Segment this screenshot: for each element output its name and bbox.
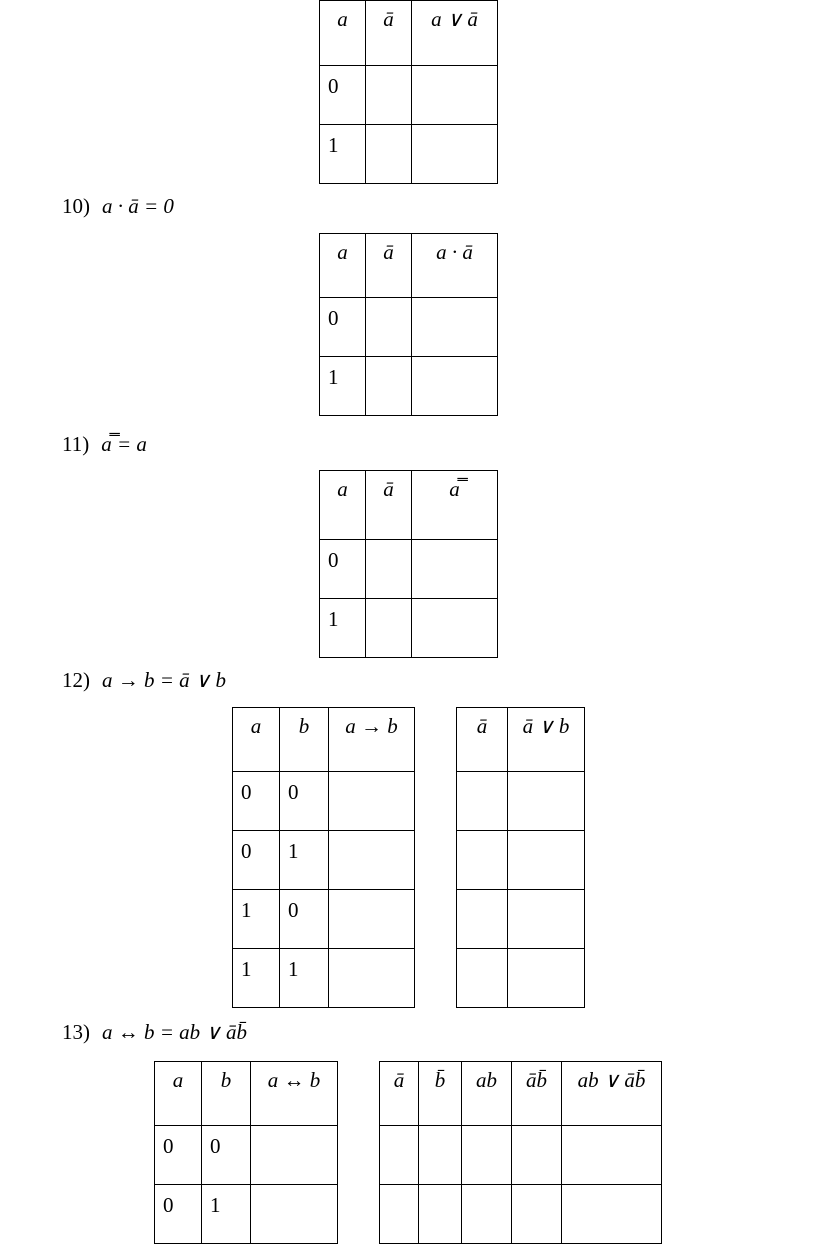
header-cell: a <box>233 708 280 772</box>
header-cell: b <box>202 1062 251 1126</box>
item-number: 10) <box>62 194 90 218</box>
header-cell: ā <box>366 234 412 298</box>
table-cell <box>380 1185 419 1244</box>
header-cell: ā <box>366 1 412 66</box>
table-cell: 1 <box>320 357 366 416</box>
truth-table-11 <box>319 470 498 658</box>
table-row <box>320 599 498 658</box>
table-cell <box>412 298 498 357</box>
table-cell <box>419 1185 462 1244</box>
table-row <box>233 772 415 831</box>
truth-table-9 <box>319 0 498 184</box>
truth-table-12-right <box>456 707 585 1008</box>
table-cell <box>457 772 508 831</box>
table-row <box>457 772 585 831</box>
table-cell <box>508 890 585 949</box>
item-number: 12) <box>62 668 90 692</box>
table-row <box>233 890 415 949</box>
identity-expression: a · ā = 0 <box>102 194 174 218</box>
table-cell: 1 <box>320 599 366 658</box>
table-cell <box>412 357 498 416</box>
table-row <box>380 1126 662 1185</box>
header-cell: ab ∨ āb̄ <box>562 1062 662 1126</box>
table-row <box>233 949 415 1008</box>
table-cell <box>329 890 415 949</box>
table-cell <box>512 1185 562 1244</box>
table-cell: 1 <box>233 890 280 949</box>
identity-expression: a̿ = a <box>101 432 147 456</box>
table-cell <box>251 1185 338 1244</box>
table-cell: 0 <box>233 831 280 890</box>
identity-label-10 <box>62 194 174 219</box>
header-cell: ā ∨ b <box>508 708 585 772</box>
header-cell: a · ā <box>412 234 498 298</box>
table-cell <box>366 357 412 416</box>
table-cell <box>562 1185 662 1244</box>
identity-label-13 <box>62 1020 247 1045</box>
table-cell: 0 <box>280 772 329 831</box>
table-cell <box>412 540 498 599</box>
table-cell: 0 <box>320 298 366 357</box>
header-cell: a <box>320 234 366 298</box>
table-cell <box>329 831 415 890</box>
header-cell: a <box>320 471 366 540</box>
table-cell <box>412 599 498 658</box>
header-cell: b <box>280 708 329 772</box>
table-row <box>155 1185 338 1244</box>
table-cell <box>329 949 415 1008</box>
table-cell <box>462 1185 512 1244</box>
table-cell <box>508 772 585 831</box>
table-header-row <box>320 234 498 298</box>
identity-label-12 <box>62 668 226 693</box>
truth-table-13-left <box>154 1061 338 1244</box>
truth-table-13-right <box>379 1061 662 1244</box>
header-cell: a → b <box>329 708 415 772</box>
table-cell <box>508 831 585 890</box>
table-cell <box>366 540 412 599</box>
table-cell: 0 <box>233 772 280 831</box>
table-cell <box>366 298 412 357</box>
item-number: 13) <box>62 1020 90 1044</box>
table-header-row <box>320 1 498 66</box>
header-cell: a <box>320 1 366 66</box>
table-cell <box>329 772 415 831</box>
table-cell: 1 <box>320 125 366 184</box>
table-cell <box>457 831 508 890</box>
header-cell: a̿ <box>412 471 498 540</box>
table-cell <box>457 949 508 1008</box>
table-cell <box>412 125 498 184</box>
table-cell: 0 <box>320 66 366 125</box>
header-cell: a <box>155 1062 202 1126</box>
header-cell: āb̄ <box>512 1062 562 1126</box>
table-cell <box>512 1126 562 1185</box>
table-row <box>380 1185 662 1244</box>
table-cell: 0 <box>320 540 366 599</box>
table-cell <box>380 1126 419 1185</box>
table-row <box>320 125 498 184</box>
table-cell <box>366 66 412 125</box>
header-cell: ā <box>380 1062 419 1126</box>
table-row <box>457 949 585 1008</box>
table-cell <box>508 949 585 1008</box>
table-header-row <box>457 708 585 772</box>
table-cell <box>419 1126 462 1185</box>
header-cell: ab <box>462 1062 512 1126</box>
identity-expression: a ↔ b = ab ∨ āb̄ <box>102 1020 248 1044</box>
table-cell: 0 <box>280 890 329 949</box>
table-cell <box>562 1126 662 1185</box>
truth-table-12-left <box>232 707 415 1008</box>
identity-expression: a → b = ā ∨ b <box>102 668 227 692</box>
table-cell <box>366 599 412 658</box>
header-cell: ā <box>366 471 412 540</box>
header-cell: a ↔ b <box>251 1062 338 1126</box>
table-cell: 1 <box>280 831 329 890</box>
table-row <box>320 357 498 416</box>
table-cell: 0 <box>202 1126 251 1185</box>
table-row <box>320 540 498 599</box>
table-cell: 0 <box>155 1126 202 1185</box>
table-row <box>155 1126 338 1185</box>
item-number: 11) <box>62 432 90 456</box>
table-header-row <box>380 1062 662 1126</box>
identity-label-11 <box>62 432 147 457</box>
table-row <box>457 831 585 890</box>
table-row <box>233 831 415 890</box>
table-cell: 0 <box>155 1185 202 1244</box>
table-row <box>320 66 498 125</box>
table-cell <box>457 890 508 949</box>
table-cell: 1 <box>280 949 329 1008</box>
table-row <box>457 890 585 949</box>
header-cell: ā <box>457 708 508 772</box>
header-cell: a ∨ ā <box>412 1 498 66</box>
table-row <box>320 298 498 357</box>
table-cell <box>462 1126 512 1185</box>
table-cell <box>366 125 412 184</box>
table-cell: 1 <box>202 1185 251 1244</box>
table-header-row <box>155 1062 338 1126</box>
table-header-row <box>320 471 498 540</box>
table-header-row <box>233 708 415 772</box>
table-cell <box>412 66 498 125</box>
table-cell: 1 <box>233 949 280 1008</box>
table-cell <box>251 1126 338 1185</box>
truth-table-10 <box>319 233 498 416</box>
header-cell: b̄ <box>419 1062 462 1126</box>
